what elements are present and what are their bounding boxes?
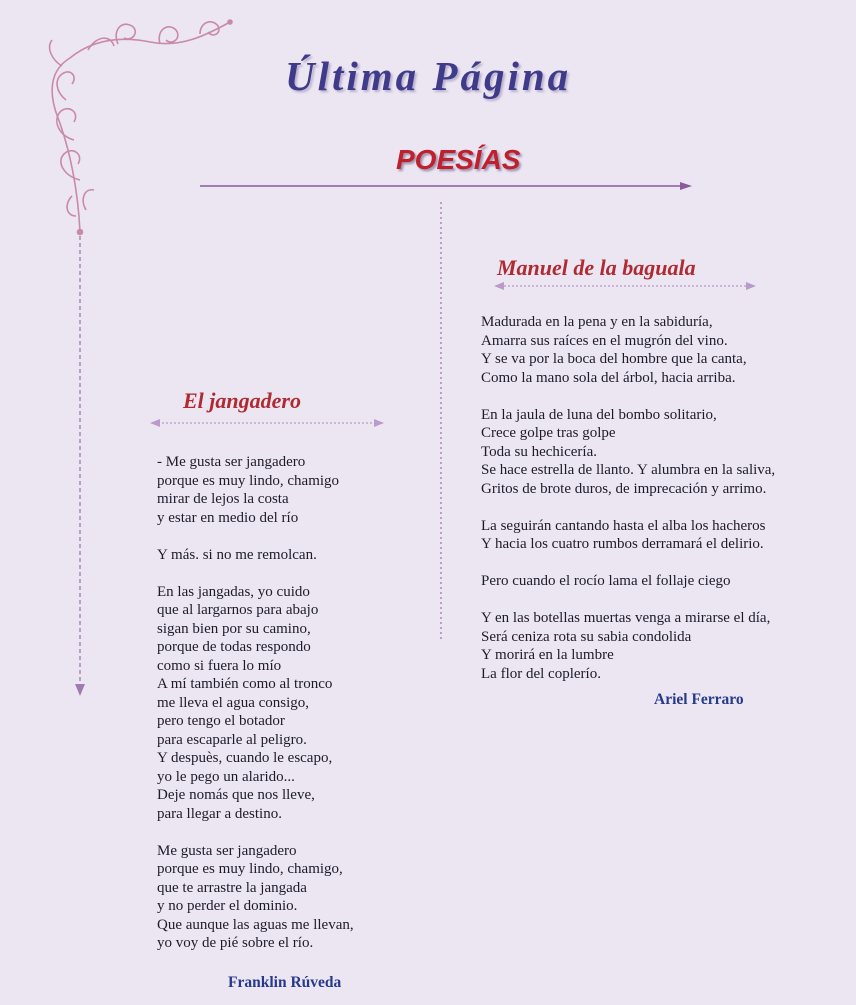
stanza [157,583,354,824]
poem-line: En las jangadas, yo cuido [157,583,310,600]
poem-line: pero tengo el botador [157,713,285,729]
poem-line: Y despuès, cuando le escapo, [157,750,333,766]
poem-line: porque es muy lindo, chamigo, [157,861,343,877]
stanza [481,609,775,683]
poem-line: como si fuera lo mío [157,657,282,674]
stanza [157,546,354,565]
poem-body-manuel [481,313,775,702]
double-arrow-rule-right [494,282,756,290]
poem-title-jangadero: El jangadero [183,388,301,413]
poem-line: para llegar a destino. [157,805,282,822]
poem-line: y no perder el dominio. [157,898,298,914]
poem-line: mirar de lejos la costa [157,491,289,507]
poem-line: para escaparle al peligro. [157,731,307,748]
poem-line: que te arrastre la jangada [157,879,307,896]
poem-author-ferraro: Ariel Ferraro [654,691,744,708]
poem-line: Y morirá en la lumbre [481,647,614,663]
poem-line: que al largarnos para abajo [157,602,319,618]
poem-line: Madurada en la pena y en la sabiduría, [481,314,713,330]
poem-line: Y se va por la boca del hombre que la canta, [481,351,747,367]
poem-line: La flor del coplerío. [481,665,601,682]
stanza [481,517,775,554]
poem-line: me lleva el agua consigo, [157,694,310,711]
poem-line: Que aunque las aguas me llevan, [157,916,354,933]
poem-line: En la jaula de luna del bombo solitario, [481,406,717,423]
poem-line: yo voy de pié sobre el río. [157,935,314,951]
poem-line: La seguirán cantando hasta el alba los hacheros [481,517,766,534]
poem-line: Me gusta ser jangadero [157,842,297,859]
arrow-down-icon [75,684,85,696]
poem-line: porque de todas respondo [157,639,311,655]
poem-title-manuel: Manuel de la baguala [497,255,696,280]
poem-line: Y en las botellas muertas venga a mirarse el día, [481,610,771,626]
poem-line: sigan bien por su camino, [157,620,311,637]
poem-line: Gritos de brote duros, de imprecación y arrimo. [481,480,767,497]
poem-author-ruveda: Franklin Rúveda [228,974,342,991]
stanza [157,842,354,953]
poem-line: Y hacia los cuatro rumbos derramará el delirio. [481,536,764,552]
poem-line: Pero cuando el rocío lama el follaje ciego [481,573,731,589]
poem-line: Y más. si no me remolcan. [157,546,317,563]
poem-line: Crece golpe tras golpe [481,425,616,441]
section-title: POESÍAS [396,144,521,175]
poem-line: Deje nomás que nos lleve, [157,787,315,803]
poem-line: Se hace estrella de llanto. Y alumbra en la saliva, [481,462,776,478]
poem-line: yo le pego un alarido... [157,768,295,785]
poem-line: - Me gusta ser jangadero [157,454,306,470]
page-title: Última Página [285,53,572,99]
stanza [481,313,775,387]
stanza [157,453,354,527]
poem-line: Como la mano sola del árbol, hacia arriba. [481,369,736,386]
stanza [481,406,775,499]
arrow-right-icon [680,182,692,190]
corner-ornament [50,20,232,235]
poem-line: Toda su hechicería. [481,443,597,460]
double-arrow-rule-left [150,419,384,427]
poem-line: Será ceniza rota su sabia condolida [481,628,692,645]
stanza [481,572,775,591]
poem-body-jangadero [157,453,354,971]
poem-line: y estar en medio del río [157,509,299,526]
poem-line: porque es muy lindo, chamigo [157,472,340,489]
poem-line: Amarra sus raíces en el mugrón del vino. [481,332,728,349]
poem-line: A mí también como al tronco [157,676,333,692]
